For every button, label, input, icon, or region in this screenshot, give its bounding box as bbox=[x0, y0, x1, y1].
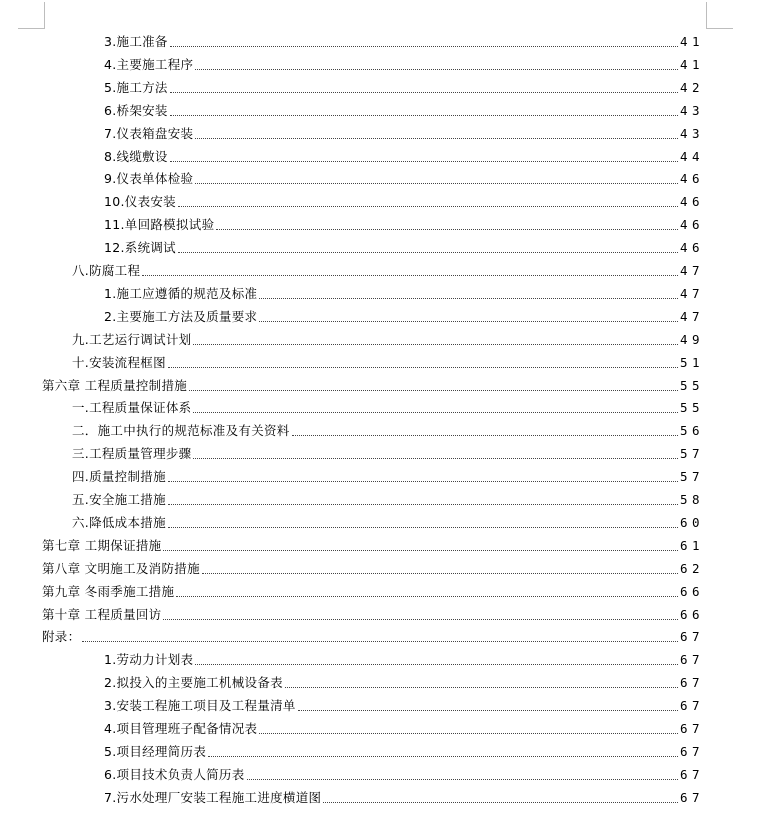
toc-entry-page-number: 46 bbox=[679, 217, 704, 233]
toc-entry-title: 7.污水处理厂安装工程施工进度横道图 bbox=[104, 789, 322, 805]
dot-leader bbox=[285, 687, 678, 688]
toc-entry-title: 2.主要施工方法及质量要求 bbox=[104, 308, 258, 324]
toc-entry[interactable] bbox=[104, 715, 704, 737]
toc-entry[interactable] bbox=[104, 143, 704, 165]
toc-entry[interactable] bbox=[42, 532, 704, 554]
toc-entry-page-number: 67 bbox=[679, 766, 704, 782]
toc-entry[interactable] bbox=[72, 326, 704, 348]
dot-leader bbox=[82, 641, 678, 642]
toc-entry-title: 1.劳动力计划表 bbox=[104, 652, 194, 668]
toc-entry[interactable] bbox=[104, 165, 704, 187]
toc-entry-title: 九.工艺运行调试计划 bbox=[72, 331, 192, 347]
toc-entry[interactable] bbox=[104, 97, 704, 119]
dot-leader bbox=[195, 183, 678, 184]
toc-entry[interactable] bbox=[104, 784, 704, 806]
toc-entry[interactable] bbox=[72, 486, 704, 508]
dot-leader bbox=[193, 412, 677, 413]
toc-entry-title: 4.项目管理班子配备情况表 bbox=[104, 721, 258, 736]
toc-entry-page-number: 67 bbox=[679, 789, 704, 805]
dot-leader bbox=[168, 527, 678, 528]
dot-leader bbox=[259, 733, 678, 734]
toc-entry-title: 十.安装流程框图 bbox=[72, 354, 166, 370]
toc-entry-page-number: 66 bbox=[679, 606, 704, 622]
dot-leader bbox=[208, 756, 678, 757]
dot-leader bbox=[168, 367, 678, 368]
dot-leader bbox=[259, 321, 678, 322]
toc-entry[interactable] bbox=[42, 623, 704, 645]
dot-leader bbox=[142, 275, 678, 276]
toc-entry[interactable] bbox=[104, 28, 704, 50]
toc-entry-page-number: 42 bbox=[679, 79, 704, 95]
toc-entry-title: 5.施工方法 bbox=[104, 79, 168, 95]
toc-entry[interactable] bbox=[72, 509, 704, 531]
toc-entry-title: 12.系统调试 bbox=[104, 240, 176, 256]
toc-entry[interactable] bbox=[104, 188, 704, 210]
toc-entry[interactable] bbox=[42, 578, 704, 600]
toc-entry[interactable] bbox=[104, 646, 704, 668]
toc-entry-page-number: 44 bbox=[679, 148, 704, 164]
toc-entry-title: 11.单回路模拟试验 bbox=[104, 217, 215, 233]
dot-leader bbox=[195, 138, 678, 139]
toc-entry-page-number: 46 bbox=[679, 240, 704, 256]
dot-leader bbox=[323, 802, 678, 803]
toc-entry[interactable] bbox=[42, 601, 704, 623]
dot-leader bbox=[168, 481, 678, 482]
toc-entry-page-number: 47 bbox=[679, 308, 704, 324]
toc-entry-title: 第六章 工程质量控制措施 bbox=[42, 377, 188, 393]
toc-entry-title: 二．施工中执行的规范标准及有关资料 bbox=[72, 423, 290, 439]
page-corner-mark-left bbox=[18, 2, 45, 29]
toc-entry[interactable] bbox=[104, 211, 704, 233]
toc-entry-title: 7.仪表箱盘安装 bbox=[104, 125, 194, 141]
toc-entry-title: 6.项目技术负责人简历表 bbox=[104, 766, 245, 782]
toc-entry-page-number: 55 bbox=[679, 400, 704, 416]
toc-entry-page-number: 60 bbox=[679, 514, 704, 530]
toc-entry-title: 10.仪表安装 bbox=[104, 194, 176, 210]
toc-entry-page-number: 61 bbox=[679, 537, 704, 553]
toc-entry[interactable] bbox=[72, 463, 704, 485]
dot-leader bbox=[195, 69, 678, 70]
toc-entry-title: 1.施工应遵循的规范及标准 bbox=[104, 285, 258, 301]
dot-leader bbox=[170, 161, 678, 162]
toc-entry-page-number: 67 bbox=[679, 629, 704, 645]
toc-entry-page-number: 67 bbox=[679, 698, 704, 714]
toc-entry-title: 5.项目经理简历表 bbox=[104, 743, 207, 759]
dot-leader bbox=[292, 435, 678, 436]
dot-leader bbox=[189, 390, 678, 391]
dot-leader bbox=[247, 779, 678, 780]
toc-entry-title: 第九章 冬雨季施工措施 bbox=[42, 583, 175, 599]
toc-entry-page-number: 67 bbox=[679, 675, 704, 691]
dot-leader bbox=[202, 573, 678, 574]
dot-leader bbox=[216, 229, 678, 230]
toc-entry[interactable] bbox=[104, 234, 704, 256]
toc-entry-page-number: 62 bbox=[679, 560, 704, 576]
toc-entry-title: 四.质量控制措施 bbox=[72, 469, 166, 485]
toc-entry-title: 4.主要施工程序 bbox=[104, 56, 194, 72]
toc-entry[interactable] bbox=[104, 120, 704, 142]
toc-entry[interactable] bbox=[104, 692, 704, 714]
toc-entry-title: 3.施工准备 bbox=[104, 34, 168, 49]
dot-leader bbox=[168, 504, 678, 505]
dot-leader bbox=[163, 619, 677, 620]
toc-entry-page-number: 67 bbox=[679, 721, 704, 736]
toc-entry-page-number: 56 bbox=[679, 423, 704, 439]
toc-entry-page-number: 46 bbox=[679, 194, 704, 210]
toc-entry-page-number: 49 bbox=[679, 331, 704, 347]
toc-entry[interactable] bbox=[104, 74, 704, 96]
toc-entry-page-number: 43 bbox=[679, 125, 704, 141]
toc-entry-title: 八.防腐工程 bbox=[72, 263, 141, 278]
dot-leader bbox=[259, 298, 678, 299]
toc-entry-page-number: 55 bbox=[679, 377, 704, 393]
toc-entry[interactable] bbox=[72, 440, 704, 462]
toc-entry[interactable] bbox=[104, 303, 704, 325]
toc-entry-page-number: 46 bbox=[679, 171, 704, 187]
toc-entry[interactable] bbox=[72, 349, 704, 371]
toc-entry-page-number: 41 bbox=[679, 34, 704, 49]
toc-entry-page-number: 47 bbox=[679, 263, 704, 278]
toc-entry-title: 一.工程质量保证体系 bbox=[72, 400, 192, 416]
toc-entry-page-number: 57 bbox=[679, 446, 704, 462]
toc-entry-page-number: 58 bbox=[679, 492, 704, 507]
toc-entry-page-number: 47 bbox=[679, 285, 704, 301]
page-corner-mark-right bbox=[706, 2, 733, 29]
toc-entry-page-number: 67 bbox=[679, 743, 704, 759]
toc-entry[interactable] bbox=[72, 417, 704, 439]
toc-entry[interactable] bbox=[72, 257, 704, 279]
toc-entry-title: 六.降低成本措施 bbox=[72, 514, 166, 530]
toc-entry-title: 6.桥架安装 bbox=[104, 102, 168, 118]
toc-entry-title: 9.仪表单体检验 bbox=[104, 171, 194, 187]
toc-entry-title: 8.线缆敷设 bbox=[104, 148, 168, 164]
dot-leader bbox=[178, 252, 678, 253]
toc-entry-title: 第八章 文明施工及消防措施 bbox=[42, 560, 200, 576]
toc-entry[interactable] bbox=[104, 761, 704, 783]
toc-entry-page-number: 67 bbox=[679, 652, 704, 668]
dot-leader bbox=[178, 206, 678, 207]
toc-entry-title: 三.工程质量管理步骤 bbox=[72, 446, 192, 462]
toc-entry[interactable] bbox=[42, 555, 704, 577]
dot-leader bbox=[195, 664, 678, 665]
toc-entry[interactable] bbox=[104, 669, 704, 691]
toc-entry-page-number: 43 bbox=[679, 102, 704, 118]
dot-leader bbox=[170, 115, 678, 116]
toc-entry-title: 3.安装工程施工项目及工程量清单 bbox=[104, 698, 296, 714]
dot-leader bbox=[176, 596, 678, 597]
toc-entry-page-number: 66 bbox=[679, 583, 704, 599]
toc-entry-page-number: 57 bbox=[679, 469, 704, 485]
toc-entry-page-number: 41 bbox=[679, 56, 704, 72]
toc-entry-title: 五.安全施工措施 bbox=[72, 492, 166, 507]
toc-entry-title: 第七章 工期保证措施 bbox=[42, 537, 162, 553]
dot-leader bbox=[298, 710, 678, 711]
toc-entry-title: 2.拟投入的主要施工机械设备表 bbox=[104, 675, 283, 691]
toc-entry-page-number: 51 bbox=[679, 354, 704, 370]
toc-entry[interactable] bbox=[72, 394, 704, 416]
dot-leader bbox=[170, 46, 678, 47]
toc-entry[interactable] bbox=[42, 372, 704, 394]
dot-leader bbox=[163, 550, 677, 551]
dot-leader bbox=[193, 458, 677, 459]
toc-entry[interactable] bbox=[104, 280, 704, 302]
dot-leader bbox=[170, 92, 678, 93]
dot-leader bbox=[193, 344, 677, 345]
toc-entry[interactable] bbox=[104, 51, 704, 73]
toc-entry-title: 第十章 工程质量回访 bbox=[42, 606, 162, 622]
toc-entry-title: 附录： bbox=[42, 629, 81, 645]
toc-entry[interactable] bbox=[104, 738, 704, 760]
